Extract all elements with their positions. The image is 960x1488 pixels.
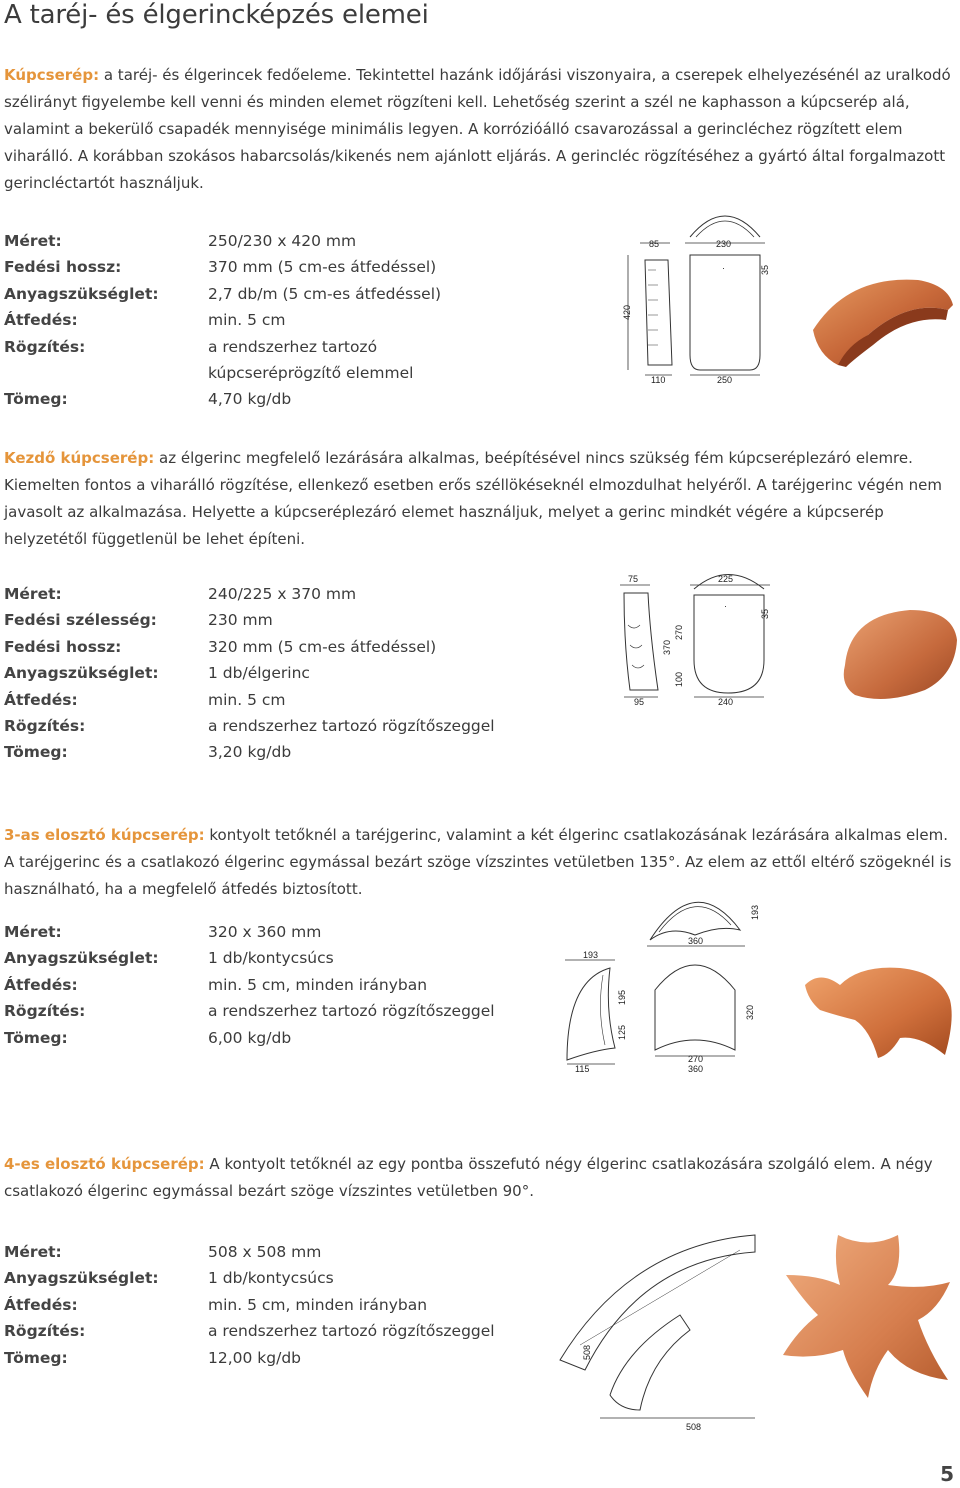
section-1-lead: Kúpcserép:: [4, 66, 100, 84]
spec-row: [4, 386, 524, 412]
spec-label: Anyagszükséglet:: [4, 284, 159, 303]
section-4-description: [4, 1151, 952, 1205]
spec-label: Méret:: [4, 585, 62, 603]
spec-label: Tömeg:: [4, 1348, 68, 1367]
section-3-specs: [4, 919, 524, 1051]
spec-value: 320 x 360 mm: [208, 923, 322, 941]
spec-label: Rögzítés:: [4, 1322, 86, 1341]
dim-label: 35: [760, 264, 770, 275]
spec-label: Tömeg:: [4, 1028, 68, 1047]
dim-label: 95: [634, 697, 645, 707]
spec-row: [4, 607, 524, 633]
dim-label: 230: [716, 239, 732, 249]
spec-label: Méret:: [4, 923, 62, 941]
dim-marker: ·: [724, 601, 727, 611]
dim-label: 193: [750, 904, 760, 920]
dim-label: 85: [649, 239, 660, 249]
section-4-specs: [4, 1239, 524, 1371]
spec-row: [4, 945, 524, 971]
spec-value: 12,00 kg/db: [208, 1348, 302, 1367]
spec-label: Rögzítés:: [4, 337, 86, 356]
spec-row: [4, 998, 524, 1024]
dim-label: 370: [662, 639, 672, 655]
dim-label: 225: [718, 574, 734, 584]
spec-row: [4, 1025, 524, 1051]
spec-label: Fedési hossz:: [4, 637, 122, 656]
dim-label: 193: [583, 950, 599, 960]
spec-value: 1 db/kontycsúcs: [208, 949, 334, 968]
dim-label: 360: [688, 1064, 704, 1074]
spec-label: [4, 360, 208, 386]
dim-label: 100: [674, 671, 684, 687]
dim-label: 115: [575, 1064, 590, 1074]
spec-row: [4, 634, 524, 660]
spec-value: 3,20 kg/db: [208, 743, 292, 762]
dim-label: 195: [617, 989, 627, 1005]
section-3-drawing: [555, 880, 770, 1080]
dim-label: 270: [688, 1054, 704, 1064]
spec-label: Anyagszükséglet:: [4, 949, 159, 968]
spec-label: Átfedés:: [4, 690, 78, 709]
spec-row: [4, 1292, 524, 1318]
spec-row: [4, 307, 524, 333]
spec-value: 1 db/kontycsúcs: [208, 1269, 334, 1288]
section-4-text: A kontyolt tetőknél az egy pontba összefutó négy élgerinc csatlakozására szolgáló elem. A négy csatlakozó élgerinc egymással bezárt szöge vízszintes vetületben 90°.: [4, 1155, 933, 1200]
spec-value: a rendszerhez tartozó rögzítőszeggel: [208, 717, 495, 736]
dim-label: 270: [674, 624, 684, 640]
section-3-lead: 3-as elosztó kúpcserép:: [4, 826, 205, 844]
spec-value: 320 mm (5 cm-es átfedéssel): [208, 637, 437, 656]
section-2-lead: Kezdő kúpcserép:: [4, 449, 155, 467]
dim-label: 360: [688, 936, 704, 946]
spec-row: [4, 713, 524, 739]
spec-value: a rendszerhez tartozó rögzítőszeggel: [208, 1322, 495, 1341]
section-1-drawing: [610, 205, 800, 390]
spec-value: 2,7 db/m (5 cm-es átfedéssel): [208, 284, 442, 303]
section-1-tile-image: [808, 275, 958, 370]
spec-label: Méret:: [4, 232, 62, 250]
section-4-lead: 4-es elosztó kúpcserép:: [4, 1155, 205, 1173]
spec-value: a rendszerhez tartozó: [208, 337, 378, 356]
spec-row: [4, 1265, 524, 1291]
dim-label: 240: [718, 697, 734, 707]
section-1-description: [4, 62, 952, 197]
spec-label: Fedési hossz:: [4, 258, 122, 277]
spec-row: [4, 1318, 524, 1344]
spec-label: Fedési szélesség:: [4, 611, 157, 630]
dim-label: 508: [582, 1344, 592, 1360]
spec-row: [4, 581, 524, 607]
spec-label: Átfedés:: [4, 975, 78, 994]
dim-label: 110: [651, 375, 666, 385]
spec-label: Tömeg:: [4, 390, 68, 409]
spec-row: [4, 360, 524, 386]
section-2-tile-image: [835, 605, 960, 705]
dim-label: 75: [628, 574, 639, 584]
page-number: 5: [940, 1462, 954, 1486]
section-2-text: az élgerinc megfelelő lezárására alkalmas, beépítésével nincs szükség fém kúpcseréplezáró elemre. Kiemelten fontos a viharálló rögzítése, ellenkező esetben erős széllökéseknél elmozdulhat helyéről. A taréjgerinc végén nem javasolt az alkalmazása. Helyette a kúpcseréplezáró elemet használjuk, melyet a gerinc mindkét végére a kúpcserép helyzetétől függetlenül be lehet építeni.: [4, 449, 942, 548]
spec-row: [4, 972, 524, 998]
spec-value: min. 5 cm: [208, 690, 286, 709]
spec-row: [4, 228, 524, 254]
spec-value: min. 5 cm: [208, 311, 286, 330]
spec-row: [4, 660, 524, 686]
spec-label: Rögzítés:: [4, 717, 86, 736]
spec-row: [4, 334, 524, 360]
spec-value: min. 5 cm, minden irányban: [208, 975, 428, 994]
spec-row: [4, 919, 524, 945]
section-3-tile-image: [800, 960, 960, 1060]
dim-label: 250: [717, 375, 733, 385]
dim-label: 420: [622, 304, 632, 320]
spec-value: min. 5 cm, minden irányban: [208, 1295, 428, 1314]
spec-value: a rendszerhez tartozó rögzítőszeggel: [208, 1002, 495, 1021]
spec-row: [4, 254, 524, 280]
spec-row: [4, 739, 524, 765]
page-title: A taréj- és élgerincképzés elemei: [4, 0, 429, 30]
spec-label: Anyagszükséglet:: [4, 1269, 159, 1288]
section-1-text: a taréj- és élgerincek fedőeleme. Tekintettel hazánk időjárási viszonyaira, a cserepek elhelyezésénél az uralkodó szélirányt figyelembe kell venni és minden elemet rögzíteni kell. Lehetőség szerint a szél ne kaphasson a kúpcserép alá, valamint a bekerülő csapadék mennyisége minimális legyen. A korrózióálló csavarozással a gerincléchez rögzített elem viharálló. A korábban szokásos habarcsolás/kikenés nem ajánlott eljárás. A gerincléc rögzítéséhez a gyártó által forgalmazott gerincléctartót használjuk.: [4, 66, 951, 192]
spec-value: 6,00 kg/db: [208, 1028, 292, 1047]
dim-label: 508: [686, 1422, 702, 1432]
spec-label: Rögzítés:: [4, 1002, 86, 1021]
section-3-text: kontyolt tetőknél a taréjgerinc, valamint a két élgerinc csatlakozásának lezárására alkalmas elem. A taréjgerinc és a csatlakozó élgerinc egymással bezárt szöge vízszintes vetületben 135°. Az elem az ettől eltérő szögeknél is használható, ha a megfelelő átfedés biztosított.: [4, 826, 952, 898]
spec-label: Anyagszükséglet:: [4, 664, 159, 683]
section-4-tile-image: [778, 1230, 956, 1400]
spec-value: kúpcseréprögzítő elemmel: [208, 364, 414, 383]
spec-value: 230 mm: [208, 611, 273, 630]
spec-label: Tömeg:: [4, 743, 68, 762]
spec-value: 1 db/élgerinc: [208, 664, 310, 683]
spec-row: [4, 1239, 524, 1265]
dim-marker: ·: [722, 263, 725, 273]
section-4-drawing: [540, 1230, 770, 1435]
spec-label: Átfedés:: [4, 311, 78, 330]
section-2-description: [4, 445, 952, 553]
section-1-specs: [4, 228, 524, 413]
spec-label: Átfedés:: [4, 1295, 78, 1314]
spec-label: Méret:: [4, 1243, 62, 1261]
dim-label: 320: [745, 1004, 755, 1020]
section-2-specs: [4, 581, 524, 766]
spec-value: 250/230 x 420 mm: [208, 232, 357, 250]
dim-label: 35: [760, 608, 770, 619]
section-2-drawing: [610, 565, 800, 715]
spec-row: [4, 281, 524, 307]
spec-value: 370 mm (5 cm-es átfedéssel): [208, 258, 437, 277]
spec-row: [4, 1345, 524, 1371]
spec-value: 240/225 x 370 mm: [208, 585, 357, 603]
spec-value: 4,70 kg/db: [208, 390, 292, 409]
dim-label: 125: [617, 1024, 627, 1040]
spec-value: 508 x 508 mm: [208, 1243, 322, 1261]
spec-row: [4, 687, 524, 713]
section-3-description: [4, 822, 952, 903]
